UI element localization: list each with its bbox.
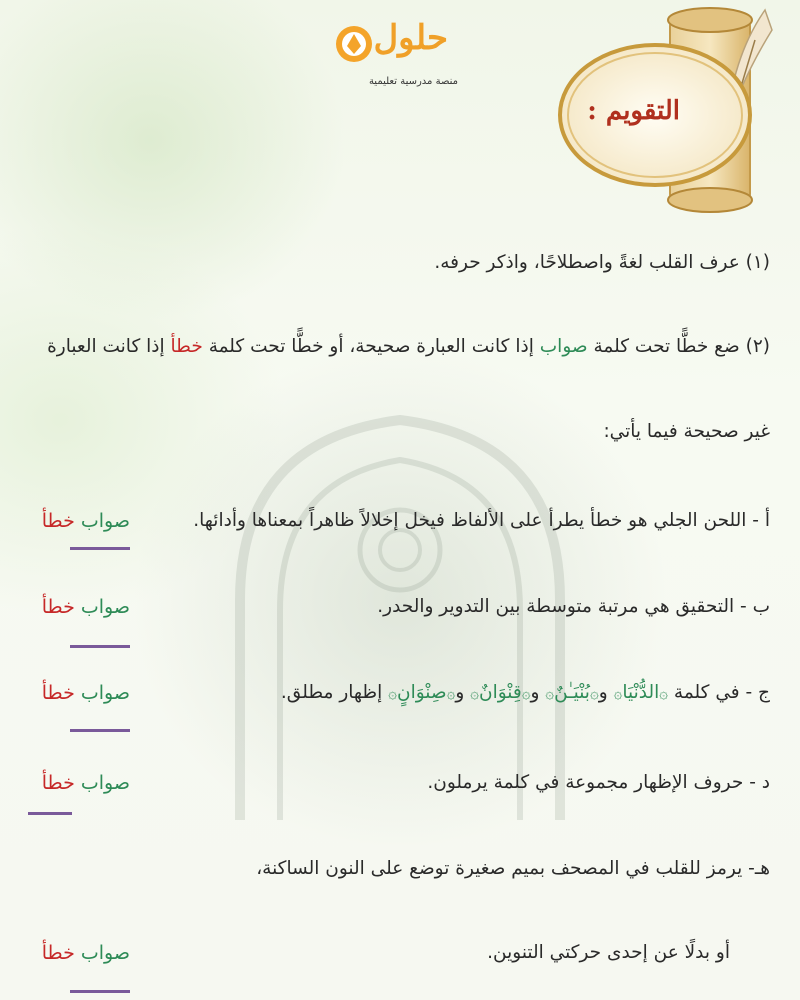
choice-wrong[interactable]: خطأ [41,596,75,618]
item-b: ب - التحقيق هي مرتبة متوسطة بين التدوير والحدر. [377,596,770,617]
selected-underline [70,990,130,993]
choice-wrong[interactable]: خطأ [41,942,75,964]
item-a: أ - اللحن الجلي هو خطأ يطرأ على الألفاظ فيخل إخلالاً ظاهراً بمعناها وأدائها. [193,510,770,531]
selected-underline [70,547,130,550]
logo-icon [334,24,374,64]
logo-wordmark: حلول [373,18,448,58]
item-d: د - حروف الإظهار مجموعة في كلمة يرملون. [427,772,770,793]
quran-word: قِنْوَانٌ [478,682,522,703]
answer-choices-d [30,772,130,794]
choice-wrong[interactable]: خطأ [41,682,75,704]
choice-correct[interactable]: صواب [80,682,130,704]
answer-choices-a [30,510,130,532]
quran-word: صِنْوَانٍ [396,682,447,703]
selected-underline [70,645,130,648]
selected-underline [28,812,72,815]
site-logo[interactable] [330,14,490,94]
choice-correct[interactable]: صواب [80,510,130,532]
answer-choices-b [30,596,130,618]
quran-word: الدُّنْيَا [622,682,660,703]
choice-wrong[interactable]: خطأ [41,510,75,532]
logo-tagline: منصة مدرسية تعليمية [368,76,458,87]
choice-correct[interactable]: صواب [80,942,130,964]
question-1: (١) عرف القلب لغةً واصطلاحًا، واذكر حرفه. [434,252,770,273]
choice-correct[interactable]: صواب [80,772,130,794]
item-h-line-2: أو بدلًا عن إحدى حركتي التنوين. [487,942,730,963]
section-title: التقويم : [587,96,680,126]
choice-wrong[interactable]: خطأ [41,772,75,794]
correct-word: صواب [539,336,588,357]
quran-word: بُنْيَـٰنٌ [554,682,590,703]
wrong-word: خطأ [170,336,203,357]
selected-underline [70,729,130,732]
choice-correct[interactable]: صواب [80,596,130,618]
answer-choices-c [30,682,130,704]
answer-choices-h [30,942,130,964]
question-2-line-1: (٢) ضع خطًّا تحت كلمة صواب إذا كانت العبارة صحيحة، أو خطًّا تحت كلمة خطأ إذا كانت العبارة [47,336,770,357]
question-2-line-2: غير صحيحة فيما يأتي: [603,421,770,442]
evaluation-banner [550,0,780,215]
item-c: ج - في كلمة ۞الدُّنْيَا۞ و۞بُنْيَـٰنٌ۞ و۞قِنْوَانٌ۞ و۞صِنْوَانٍ۞ إظهار مطلق. [280,682,770,703]
item-h-line-1: هـ- يرمز للقلب في المصحف بميم صغيرة توضع على النون الساكنة، [256,858,770,879]
